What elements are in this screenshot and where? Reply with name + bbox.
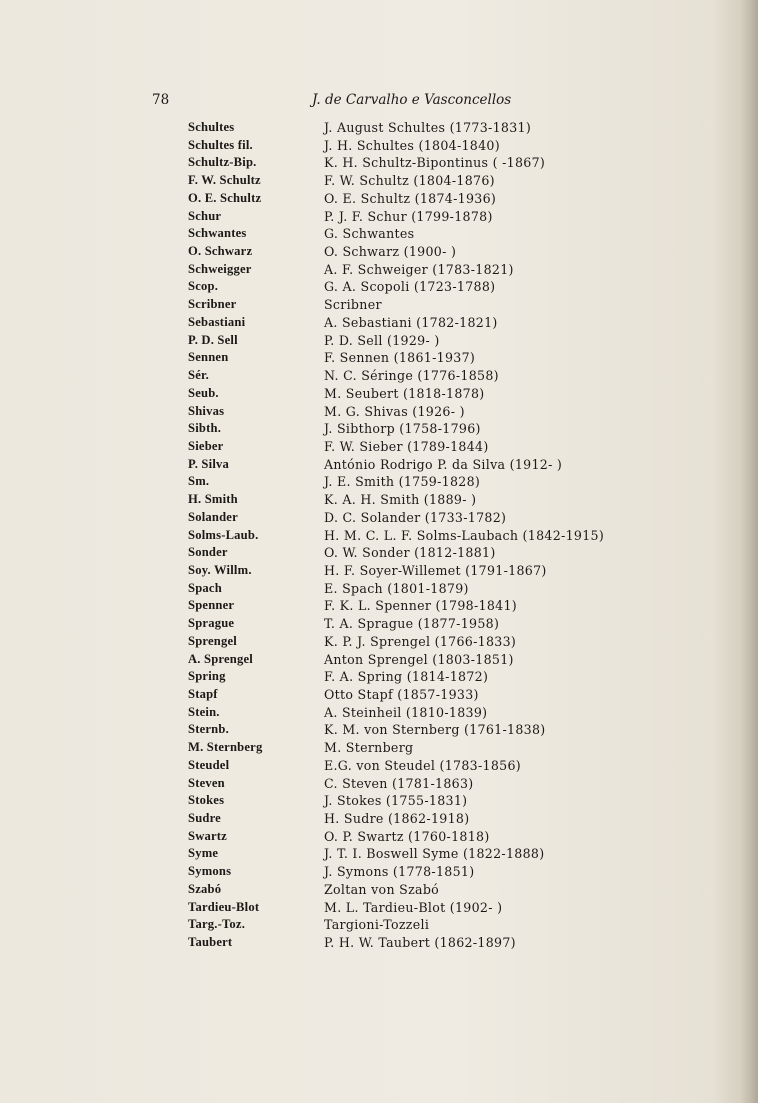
list-item [188,916,668,934]
author-full-name: H. Sudre (1862-1918) [324,811,470,827]
author-abbreviation: Steudel [188,757,230,772]
author-abbreviation: Schur [188,208,222,223]
author-abbreviation: Syme [188,846,219,861]
author-abbreviation: Sonder [188,545,228,560]
author-abbreviation: Sprague [188,616,235,631]
author-full-name: F. W. Sieber (1789-1844) [324,438,489,454]
list-item [188,544,668,562]
author-full-name: F. Sennen (1861-1937) [324,350,476,366]
running-title: J. de Carvalho e Vasconcellos [312,92,512,108]
list-item [188,597,668,615]
author-abbreviation: A. Sprengel [188,651,253,666]
author-full-name: J. Stokes (1755-1831) [324,793,468,809]
author-full-name: Targioni-Tozzeli [324,917,430,933]
author-full-name: O. Schwarz (1900- ) [324,244,457,260]
list-item [188,527,668,545]
author-abbreviation: Sebastiani [188,314,246,329]
list-item [188,243,668,261]
author-abbreviation: Symons [188,864,232,879]
author-abbreviation: Spring [188,669,226,684]
list-item [188,278,668,296]
list-item [188,792,668,810]
author-abbreviation: Sér. [188,368,209,383]
author-abbreviation: Sudre [188,811,221,826]
list-item [188,296,668,314]
author-abbreviation: Szabó [188,881,222,896]
abbreviation-list [188,119,668,952]
page-number: 78 [152,92,170,108]
author-full-name: K. P. J. Sprengel (1766-1833) [324,633,517,649]
author-full-name: K. H. Schultz-Bipontinus ( -1867) [324,155,546,171]
page-spine-shadow [740,0,758,1103]
author-abbreviation: F. W. Schultz [188,173,261,188]
author-abbreviation: H. Smith [188,492,238,507]
author-full-name: E.G. von Steudel (1783-1856) [324,757,522,773]
list-item [188,863,668,881]
author-full-name: E. Spach (1801-1879) [324,580,469,596]
list-item [188,208,668,226]
author-full-name: N. C. Séringe (1776-1858) [324,368,499,384]
list-item [188,828,668,846]
list-item [188,473,668,491]
author-full-name: M. Seubert (1818-1878) [324,385,485,401]
list-item [188,367,668,385]
list-item [188,810,668,828]
list-item [188,438,668,456]
author-full-name: Zoltan von Szabó [324,881,440,897]
author-full-name: G. Schwantes [324,226,415,242]
list-item [188,261,668,279]
author-full-name: P. H. W. Taubert (1862-1897) [324,935,516,951]
author-abbreviation: Soy. Willm. [188,562,252,577]
author-full-name: A. F. Schweiger (1783-1821) [324,261,514,277]
author-abbreviation: Seub. [188,385,219,400]
author-abbreviation: Sieber [188,438,224,453]
author-full-name: Scribner [324,297,382,313]
author-full-name: K. M. von Sternberg (1761-1838) [324,722,546,738]
author-abbreviation: Sm. [188,474,210,489]
author-full-name: Otto Stapf (1857-1933) [324,687,479,702]
author-abbreviation: Schultes [188,120,235,134]
author-abbreviation: Sternb. [188,722,229,737]
list-item [188,225,668,243]
list-item [188,420,668,438]
author-full-name: O. W. Sonder (1812-1881) [324,545,496,561]
list-item [188,172,668,190]
author-full-name: M. G. Shivas (1926- ) [324,403,465,419]
author-full-name: J. T. I. Boswell Syme (1822-1888) [324,846,545,862]
author-full-name: D. C. Solander (1733-1782) [324,509,507,525]
list-item [188,385,668,403]
author-full-name: P. D. Sell (1929- ) [324,332,440,348]
author-full-name: J. H. Schultes (1804-1840) [324,137,500,153]
list-item [188,137,668,155]
author-full-name: K. A. H. Smith (1889- ) [324,492,477,508]
author-abbreviation: Taubert [188,935,233,950]
author-abbreviation: Spach [188,580,222,595]
list-item [188,686,668,704]
author-abbreviation: Scribner [188,297,237,312]
page-header [152,92,552,112]
list-item [188,721,668,739]
author-abbreviation: Tardieu-Blot [188,899,260,914]
author-abbreviation: Spenner [188,598,235,613]
author-full-name: O. E. Schultz (1874-1936) [324,190,497,206]
author-abbreviation: Solms-Laub. [188,527,259,542]
author-full-name: Anton Sprengel (1803-1851) [324,651,514,667]
author-full-name: T. A. Sprague (1877-1958) [324,616,500,632]
author-full-name: G. A. Scopoli (1723-1788) [324,279,496,295]
author-full-name: A. Sebastiani (1782-1821) [324,314,498,330]
author-abbreviation: Targ.-Toz. [188,917,246,932]
list-item [188,509,668,527]
list-item [188,739,668,757]
list-item [188,314,668,332]
author-full-name: A. Steinheil (1810-1839) [324,704,488,720]
author-full-name: F. K. L. Spenner (1798-1841) [324,598,517,614]
author-full-name: H. M. C. L. F. Solms-Laubach (1842-1915) [324,527,605,543]
author-abbreviation: Schultes fil. [188,137,253,152]
author-abbreviation: M. Sternberg [188,740,263,755]
author-abbreviation: P. Silva [188,456,230,471]
list-item [188,651,668,669]
list-item [188,580,668,598]
author-full-name: H. F. Soyer-Willemet (1791-1867) [324,562,547,578]
author-full-name: P. J. F. Schur (1799-1878) [324,208,493,224]
list-item [188,668,668,686]
author-abbreviation: P. D. Sell [188,332,238,347]
author-full-name: J. Sibthorp (1758-1796) [324,421,481,437]
list-item [188,757,668,775]
list-item [188,899,668,917]
list-item [188,562,668,580]
author-full-name: C. Steven (1781-1863) [324,775,474,791]
author-abbreviation: Scop. [188,279,219,294]
author-abbreviation: Sibth. [188,421,222,436]
list-item [188,154,668,172]
author-full-name: J. August Schultes (1773-1831) [324,120,532,135]
author-full-name: J. E. Smith (1759-1828) [324,474,481,490]
author-full-name: M. Sternberg [324,740,414,756]
list-item [188,349,668,367]
list-item [188,845,668,863]
author-abbreviation: Schweigger [188,261,252,276]
author-full-name: F. A. Spring (1814-1872) [324,669,489,685]
author-abbreviation: Shivas [188,403,225,418]
list-item [188,775,668,793]
list-item [188,934,668,952]
author-abbreviation: Schultz-Bip. [188,155,257,170]
list-item [188,615,668,633]
list-item [188,190,668,208]
author-abbreviation: Sennen [188,350,229,365]
list-item [188,403,668,421]
list-item [188,456,668,474]
list-item [188,332,668,350]
author-abbreviation: Stein. [188,704,220,719]
list-item [188,704,668,722]
author-abbreviation: Swartz [188,828,227,843]
author-abbreviation: Sprengel [188,633,237,648]
author-full-name: António Rodrigo P. da Silva (1912- ) [324,456,563,472]
author-full-name: O. P. Swartz (1760-1818) [324,828,490,844]
author-full-name: J. Symons (1778-1851) [324,864,475,880]
author-abbreviation: O. E. Schultz [188,190,262,205]
author-full-name: M. L. Tardieu-Blot (1902- ) [324,899,503,915]
author-abbreviation: Steven [188,775,225,790]
author-abbreviation: Stokes [188,793,225,808]
list-item [188,119,668,137]
list-item [188,633,668,651]
list-item [188,881,668,899]
author-abbreviation: Solander [188,509,238,524]
author-abbreviation: O. Schwarz [188,244,253,259]
author-full-name: F. W. Schultz (1804-1876) [324,173,495,189]
author-abbreviation: Stapf [188,687,218,701]
list-item [188,491,668,509]
author-abbreviation: Schwantes [188,226,247,241]
